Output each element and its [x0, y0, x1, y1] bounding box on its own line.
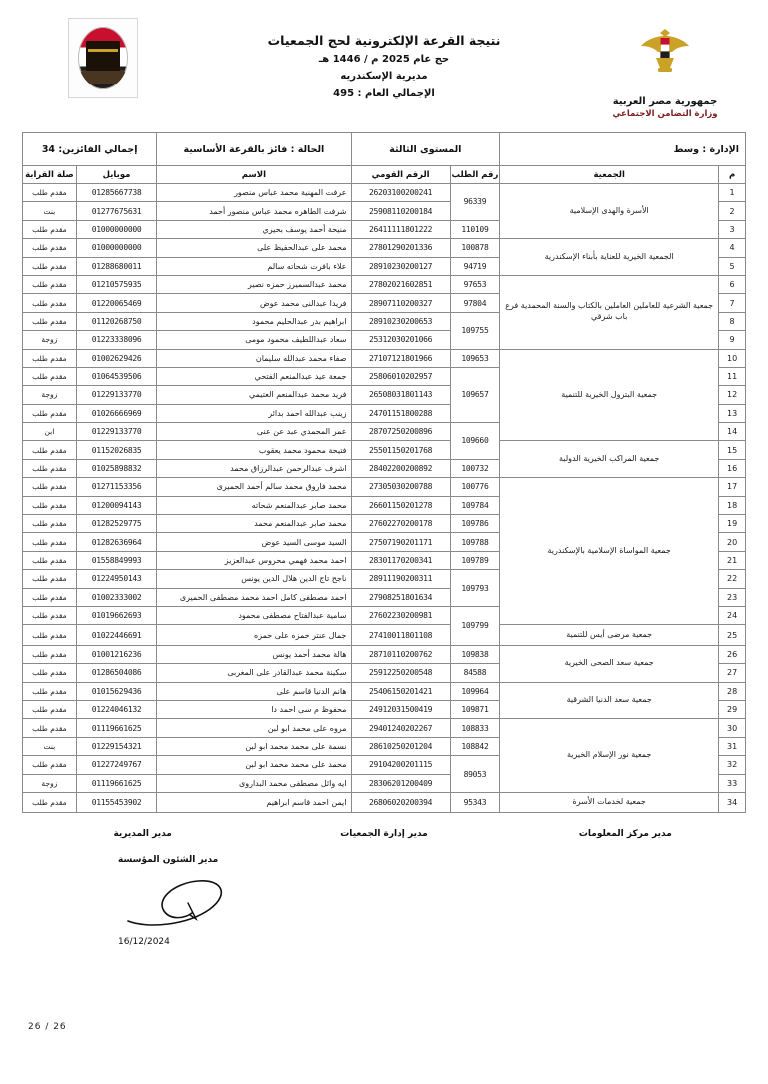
cell-association: جمعية لخدمات الأسرة: [500, 792, 719, 812]
cell-relation: مقدم طلب: [23, 792, 77, 812]
cell-index: 20: [719, 533, 746, 551]
cell-index: 12: [719, 386, 746, 404]
ministry-name: وزارة التضامن الاجتماعي: [612, 109, 718, 119]
cell-relation: مقدم طلب: [23, 606, 77, 624]
cell-mobile: 01002333002: [76, 588, 157, 606]
cell-national-id: 26806020200394: [351, 792, 450, 812]
cell-index: 11: [719, 367, 746, 385]
cell-national-id: 28306201200409: [351, 774, 450, 792]
cell-mobile: 01558849993: [76, 551, 157, 569]
cell-national-id: 27305030200788: [351, 478, 450, 496]
cell-index: 9: [719, 331, 746, 349]
cell-index: 19: [719, 515, 746, 533]
cell-name: سكينة محمد عبدالقادر على المغربى: [157, 664, 351, 682]
cell-name: محمد عبدالسميرز حمزه نصير: [157, 275, 351, 293]
table-row: [23, 275, 746, 293]
eagle-icon: [636, 22, 694, 80]
cell-index: 21: [719, 551, 746, 569]
table-row: [23, 349, 746, 367]
cell-mobile: 01277675631: [76, 202, 157, 220]
cell-name: منيحة أحمد يوسف بحيري: [157, 220, 351, 238]
table-row: [23, 184, 746, 202]
cell-request-number: 96339: [450, 184, 500, 221]
cell-mobile: 01229133770: [76, 423, 157, 441]
cell-mobile: 01022446691: [76, 625, 157, 645]
cell-name: علاء بافرت شحاته سالم: [157, 257, 351, 275]
cell-national-id: 25312030201066: [351, 331, 450, 349]
cell-request-number: 94719: [450, 257, 500, 275]
cell-mobile: 01271153356: [76, 478, 157, 496]
cell-index: 34: [719, 792, 746, 812]
col-header-idx: م: [719, 166, 746, 184]
cell-relation: مقدم طلب: [23, 664, 77, 682]
cell-request-number: 109755: [450, 312, 500, 349]
cell-name: مروه على محمد ابو لبن: [157, 719, 351, 737]
cell-national-id: 28301170200341: [351, 551, 450, 569]
cell-request-number: 109871: [450, 700, 500, 718]
cell-name: هانم الدنيا قاسم على: [157, 682, 351, 700]
cell-name: سامية عبدالفتاح مصطفى محمود: [157, 606, 351, 624]
cell-request-number: 108833: [450, 719, 500, 737]
cell-mobile: 01000000000: [76, 239, 157, 257]
cell-name: عرفت المهنية محمد عباس منصور: [157, 184, 351, 202]
cell-request-number: 109786: [450, 515, 500, 533]
col-header-association: الجمعية: [500, 166, 719, 184]
cell-request-number: 109799: [450, 606, 500, 645]
cell-name: احمد محمد فهمي محروس عبدالعزيز: [157, 551, 351, 569]
cell-relation: مقدم طلب: [23, 682, 77, 700]
cell-index: 28: [719, 682, 746, 700]
cell-request-number: 109784: [450, 496, 500, 514]
cell-request-number: 109964: [450, 682, 500, 700]
cell-index: 29: [719, 700, 746, 718]
cell-mobile: 01285667738: [76, 184, 157, 202]
cell-relation: مقدم طلب: [23, 275, 77, 293]
cell-national-id: 27801290201336: [351, 239, 450, 257]
cell-relation: مقدم طلب: [23, 220, 77, 238]
cell-national-id: 28910230200653: [351, 312, 450, 330]
cell-name: صفاء محمد عبدالله سليمان: [157, 349, 351, 367]
cell-association: جمعية المراكب الخيرية الدولية: [500, 441, 719, 478]
cell-index: 18: [719, 496, 746, 514]
cell-mobile: 01001216236: [76, 645, 157, 663]
cell-national-id: 27107121801966: [351, 349, 450, 367]
cell-relation: بنت: [23, 202, 77, 220]
info-status: الحالة : فائز بالقرعة الأساسية: [157, 133, 351, 166]
cell-mobile: 01120268750: [76, 312, 157, 330]
cell-relation: مقدم طلب: [23, 441, 77, 459]
cell-index: 15: [719, 441, 746, 459]
cell-relation: مقدم طلب: [23, 312, 77, 330]
header-directorate: مديرية الإسكندريه: [340, 70, 428, 82]
cell-index: 2: [719, 202, 746, 220]
cell-national-id: 28610250201204: [351, 737, 450, 755]
cell-mobile: 01026666969: [76, 404, 157, 422]
cell-name: سعاد عبداللطيف محمود مومى: [157, 331, 351, 349]
col-header-national_id: الرقم القومي: [351, 166, 450, 184]
cell-national-id: 26601150201278: [351, 496, 450, 514]
cell-national-id: 24912031500419: [351, 700, 450, 718]
cell-request-number: 89053: [450, 756, 500, 793]
table-row: [23, 645, 746, 663]
cell-name: محمد فاروق محمد سالم أحمد الحميرى: [157, 478, 351, 496]
document-header: [0, 0, 768, 132]
cell-index: 27: [719, 664, 746, 682]
cell-national-id: 28910230200127: [351, 257, 450, 275]
cell-name: هالة محمد أحمد يونس: [157, 645, 351, 663]
cell-name: محمد صابر عبدالمنعم محمد: [157, 515, 351, 533]
cell-association: جمعية سعد الصحى الخيرية: [500, 645, 719, 682]
cell-name: محفوظ م سى احمد دا: [157, 700, 351, 718]
cell-relation: مقدم طلب: [23, 645, 77, 663]
cell-national-id: 27802021602851: [351, 275, 450, 293]
cell-mobile: 01152026835: [76, 441, 157, 459]
cell-index: 16: [719, 459, 746, 477]
kaaba-icon: [86, 41, 120, 71]
cell-index: 22: [719, 570, 746, 588]
header-grand-total: الإجمالي العام : 495: [333, 87, 435, 99]
cell-national-id: 25501150201768: [351, 441, 450, 459]
cell-mobile: 01223338096: [76, 331, 157, 349]
cell-national-id: 28402200200892: [351, 459, 450, 477]
cell-relation: مقدم طلب: [23, 515, 77, 533]
cell-index: 32: [719, 756, 746, 774]
cell-relation: مقدم طلب: [23, 367, 77, 385]
cell-mobile: 01282529775: [76, 515, 157, 533]
cell-request-number: 97804: [450, 294, 500, 312]
col-header-mobile: موبايل: [76, 166, 157, 184]
cell-mobile: 01155453902: [76, 792, 157, 812]
cell-relation: زوجة: [23, 386, 77, 404]
egypt-eagle-emblem: [634, 18, 696, 90]
table-row: [23, 441, 746, 459]
ministry-logo-block: [590, 18, 740, 119]
cell-request-number: 109793: [450, 570, 500, 607]
cell-national-id: 25806010202957: [351, 367, 450, 385]
cell-name: ابراهيم بدر عبدالحليم محمود: [157, 312, 351, 330]
cell-relation: مقدم طلب: [23, 756, 77, 774]
table-row: [23, 478, 746, 496]
cell-association: الأسرة والهدى الإسلامية: [500, 184, 719, 239]
cell-relation: مقدم طلب: [23, 349, 77, 367]
cell-national-id: 27507190201171: [351, 533, 450, 551]
header-titles: [178, 18, 590, 102]
table-row: [23, 682, 746, 700]
signature-date: 16/12/2024: [118, 937, 170, 948]
sig-associations: مدير إدارة الجمعيات: [340, 829, 428, 840]
cell-national-id: 25912250200548: [351, 664, 450, 682]
cell-index: 33: [719, 774, 746, 792]
cell-relation: مقدم طلب: [23, 719, 77, 737]
results-table-body: [23, 133, 746, 813]
info-level: المستوى الثالثة: [351, 133, 500, 166]
cell-mobile: 01025898832: [76, 459, 157, 477]
header-year: حج عام 2025 م / 1446 هـ: [318, 53, 450, 65]
cell-national-id: 27602230200981: [351, 606, 450, 624]
cell-mobile: 01064539506: [76, 367, 157, 385]
cell-national-id: 29401240202267: [351, 719, 450, 737]
cell-name: محمد على عبدالحفيظ على: [157, 239, 351, 257]
cell-name: ايمن احمد قاسم ابراهيم: [157, 792, 351, 812]
cell-relation: مقدم طلب: [23, 239, 77, 257]
cell-national-id: 29104200201115: [351, 756, 450, 774]
cell-national-id: 27410011801108: [351, 625, 450, 645]
cell-name: فريد محمد عبدالمنعم العتيمي: [157, 386, 351, 404]
table-row: [23, 792, 746, 812]
cell-request-number: 109653: [450, 349, 500, 367]
cell-national-id: 25406150201421: [351, 682, 450, 700]
cell-index: 4: [719, 239, 746, 257]
cell-request-number: 97653: [450, 275, 500, 293]
cell-relation: زوجة: [23, 774, 77, 792]
cell-name: محمد على محمد محمد ابو لبن: [157, 756, 351, 774]
table-row: [23, 625, 746, 645]
cell-association: جمعية مرضى أيس للتنمية: [500, 625, 719, 645]
cell-relation: مقدم طلب: [23, 588, 77, 606]
cell-name: احمد مصطفى كامل احمد محمد مصطفى الحميرى: [157, 588, 351, 606]
cell-national-id: 25908110200184: [351, 202, 450, 220]
handwritten-signature: [118, 869, 248, 933]
cell-name: محمد صابر عبدالمنعم شحاته: [157, 496, 351, 514]
cell-index: 5: [719, 257, 746, 275]
hajj-kaaba-logo: [68, 18, 138, 98]
cell-national-id: 28707250200896: [351, 423, 450, 441]
col-header-request_no: رقم الطلب: [450, 166, 500, 184]
approver-label: مدير الشئون المؤسسة: [118, 855, 219, 866]
cell-mobile: 01288680011: [76, 257, 157, 275]
info-administration: الإدارة : وسط: [500, 133, 746, 166]
cell-name: فتيحة محمود محمد يعقوب: [157, 441, 351, 459]
results-table: [22, 132, 746, 813]
cell-mobile: 01286504086: [76, 664, 157, 682]
cell-relation: مقدم طلب: [23, 459, 77, 477]
cell-national-id: 26508031801143: [351, 386, 450, 404]
cell-request-number: 95343: [450, 792, 500, 812]
cell-index: 30: [719, 719, 746, 737]
cell-index: 14: [719, 423, 746, 441]
cell-request-number: 100878: [450, 239, 500, 257]
page-title: نتيجة القرعة الإلكترونية لحج الجمعيات: [267, 33, 501, 48]
cell-mobile: 01282636964: [76, 533, 157, 551]
cell-name: عمر المحمدي عبد عن عنى: [157, 423, 351, 441]
cell-relation: زوجة: [23, 331, 77, 349]
cell-request-number: 109657: [450, 367, 500, 422]
info-winners-total: إجمالي الفائزين: 34: [23, 133, 157, 166]
cell-national-id: 26203100200241: [351, 184, 450, 202]
cell-name: جمعة عيد عبدالمنعم الفتحي: [157, 367, 351, 385]
cell-name: نسمة على محمد محمد ابو لبن: [157, 737, 351, 755]
hajj-logo-block: [28, 18, 178, 98]
cell-index: 23: [719, 588, 746, 606]
cell-name: جمال عنتر حمزه على حمزه: [157, 625, 351, 645]
cell-association: جمعية سعد الدنيا الشرقية: [500, 682, 719, 719]
cell-national-id: 28710110200762: [351, 645, 450, 663]
cell-national-id: 26411111801222: [351, 220, 450, 238]
country-name: جمهورية مصر العربية: [612, 96, 718, 107]
cell-index: 6: [719, 275, 746, 293]
cell-index: 25: [719, 625, 746, 645]
table-row: [23, 719, 746, 737]
cell-relation: مقدم طلب: [23, 478, 77, 496]
cell-name: زينب عبدالله احمد بدائر: [157, 404, 351, 422]
document-footer: [0, 813, 768, 947]
cell-index: 31: [719, 737, 746, 755]
cell-request-number: 109838: [450, 645, 500, 663]
cell-national-id: 28911190200311: [351, 570, 450, 588]
cell-index: 8: [719, 312, 746, 330]
cell-national-id: 28907110200327: [351, 294, 450, 312]
cell-index: 1: [719, 184, 746, 202]
cell-mobile: 01220065469: [76, 294, 157, 312]
cell-request-number: 108842: [450, 737, 500, 755]
table-row: [23, 239, 746, 257]
cell-name: شرفت الطاهره محمد عباس منصور أحمد: [157, 202, 351, 220]
cell-index: 10: [719, 349, 746, 367]
cell-association: الجمعية الخيرية للعناية بأبناء الإسكندرية: [500, 239, 719, 276]
signature-row: [22, 829, 746, 839]
cell-relation: مقدم طلب: [23, 533, 77, 551]
cell-index: 3: [719, 220, 746, 238]
cell-index: 17: [719, 478, 746, 496]
cell-index: 7: [719, 294, 746, 312]
approver-block: [22, 855, 746, 947]
cell-national-id: 27908251801634: [351, 588, 450, 606]
sig-directorate: مدير المديرية: [113, 829, 172, 840]
cell-name: اشرف عبدالرحمن عبدالرزاق محمد: [157, 459, 351, 477]
cell-mobile: 01119661625: [76, 719, 157, 737]
cell-association: جمعية الشرعية للعاملين العاملين بالكتاب والسنة المحمدية فرع باب شرقي: [500, 275, 719, 349]
cell-request-number: 100732: [450, 459, 500, 477]
cell-name: ناجح تاج الدين هلال الدين يونس: [157, 570, 351, 588]
cell-request-number: 109788: [450, 533, 500, 551]
cell-relation: مقدم طلب: [23, 551, 77, 569]
results-table-wrap: [0, 132, 768, 813]
table-info-row: [23, 133, 746, 166]
cell-relation: مقدم طلب: [23, 404, 77, 422]
cell-relation: ابن: [23, 423, 77, 441]
cell-relation: مقدم طلب: [23, 294, 77, 312]
cell-mobile: 01224046132: [76, 700, 157, 718]
cell-mobile: 01000000000: [76, 220, 157, 238]
cell-name: فريدا عبدالنى محمد عوض: [157, 294, 351, 312]
cell-name: ايه وائل مصطفى محمد البداروى: [157, 774, 351, 792]
sig-info-center: مدير مركز المعلومات: [578, 829, 672, 840]
cell-name: السيد موسى السيد عوض: [157, 533, 351, 551]
cell-request-number: 109789: [450, 551, 500, 569]
cell-association: جمعية المواساة الإسلامية بالإسكندرية: [500, 478, 719, 625]
cell-association: جمعية البترول الخيرية للتنمية: [500, 349, 719, 441]
cell-mobile: 01227249767: [76, 756, 157, 774]
cell-mobile: 01229133770: [76, 386, 157, 404]
cell-national-id: 27602270200178: [351, 515, 450, 533]
cell-relation: مقدم طلب: [23, 700, 77, 718]
egypt-flag-oval: [78, 27, 128, 89]
cell-request-number: 110109: [450, 220, 500, 238]
cell-mobile: 01200094143: [76, 496, 157, 514]
table-header-row: [23, 166, 746, 184]
cell-mobile: 01210575935: [76, 275, 157, 293]
cell-index: 26: [719, 645, 746, 663]
cell-mobile: 01224950143: [76, 570, 157, 588]
cell-relation: مقدم طلب: [23, 496, 77, 514]
cell-association: جمعية نور الإسلام الخيرية: [500, 719, 719, 793]
cell-mobile: 01015629436: [76, 682, 157, 700]
cell-relation: مقدم طلب: [23, 257, 77, 275]
cell-relation: مقدم طلب: [23, 625, 77, 645]
cell-mobile: 01119661625: [76, 774, 157, 792]
cell-relation: بنت: [23, 737, 77, 755]
cell-relation: مقدم طلب: [23, 570, 77, 588]
cell-index: 13: [719, 404, 746, 422]
cell-request-number: 84588: [450, 664, 500, 682]
col-header-name: الاسم: [157, 166, 351, 184]
cell-relation: مقدم طلب: [23, 184, 77, 202]
cell-index: 24: [719, 606, 746, 624]
cell-request-number: 100776: [450, 478, 500, 496]
cell-request-number: 109660: [450, 423, 500, 460]
cell-mobile: 01002629426: [76, 349, 157, 367]
cell-mobile: 01229154321: [76, 737, 157, 755]
cell-national-id: 24701151800288: [351, 404, 450, 422]
cell-mobile: 01019662693: [76, 606, 157, 624]
page-number: 26 / 26: [28, 1022, 67, 1032]
kaaba-base-shape: [81, 70, 125, 84]
col-header-relation: صلة القرابة: [23, 166, 77, 184]
